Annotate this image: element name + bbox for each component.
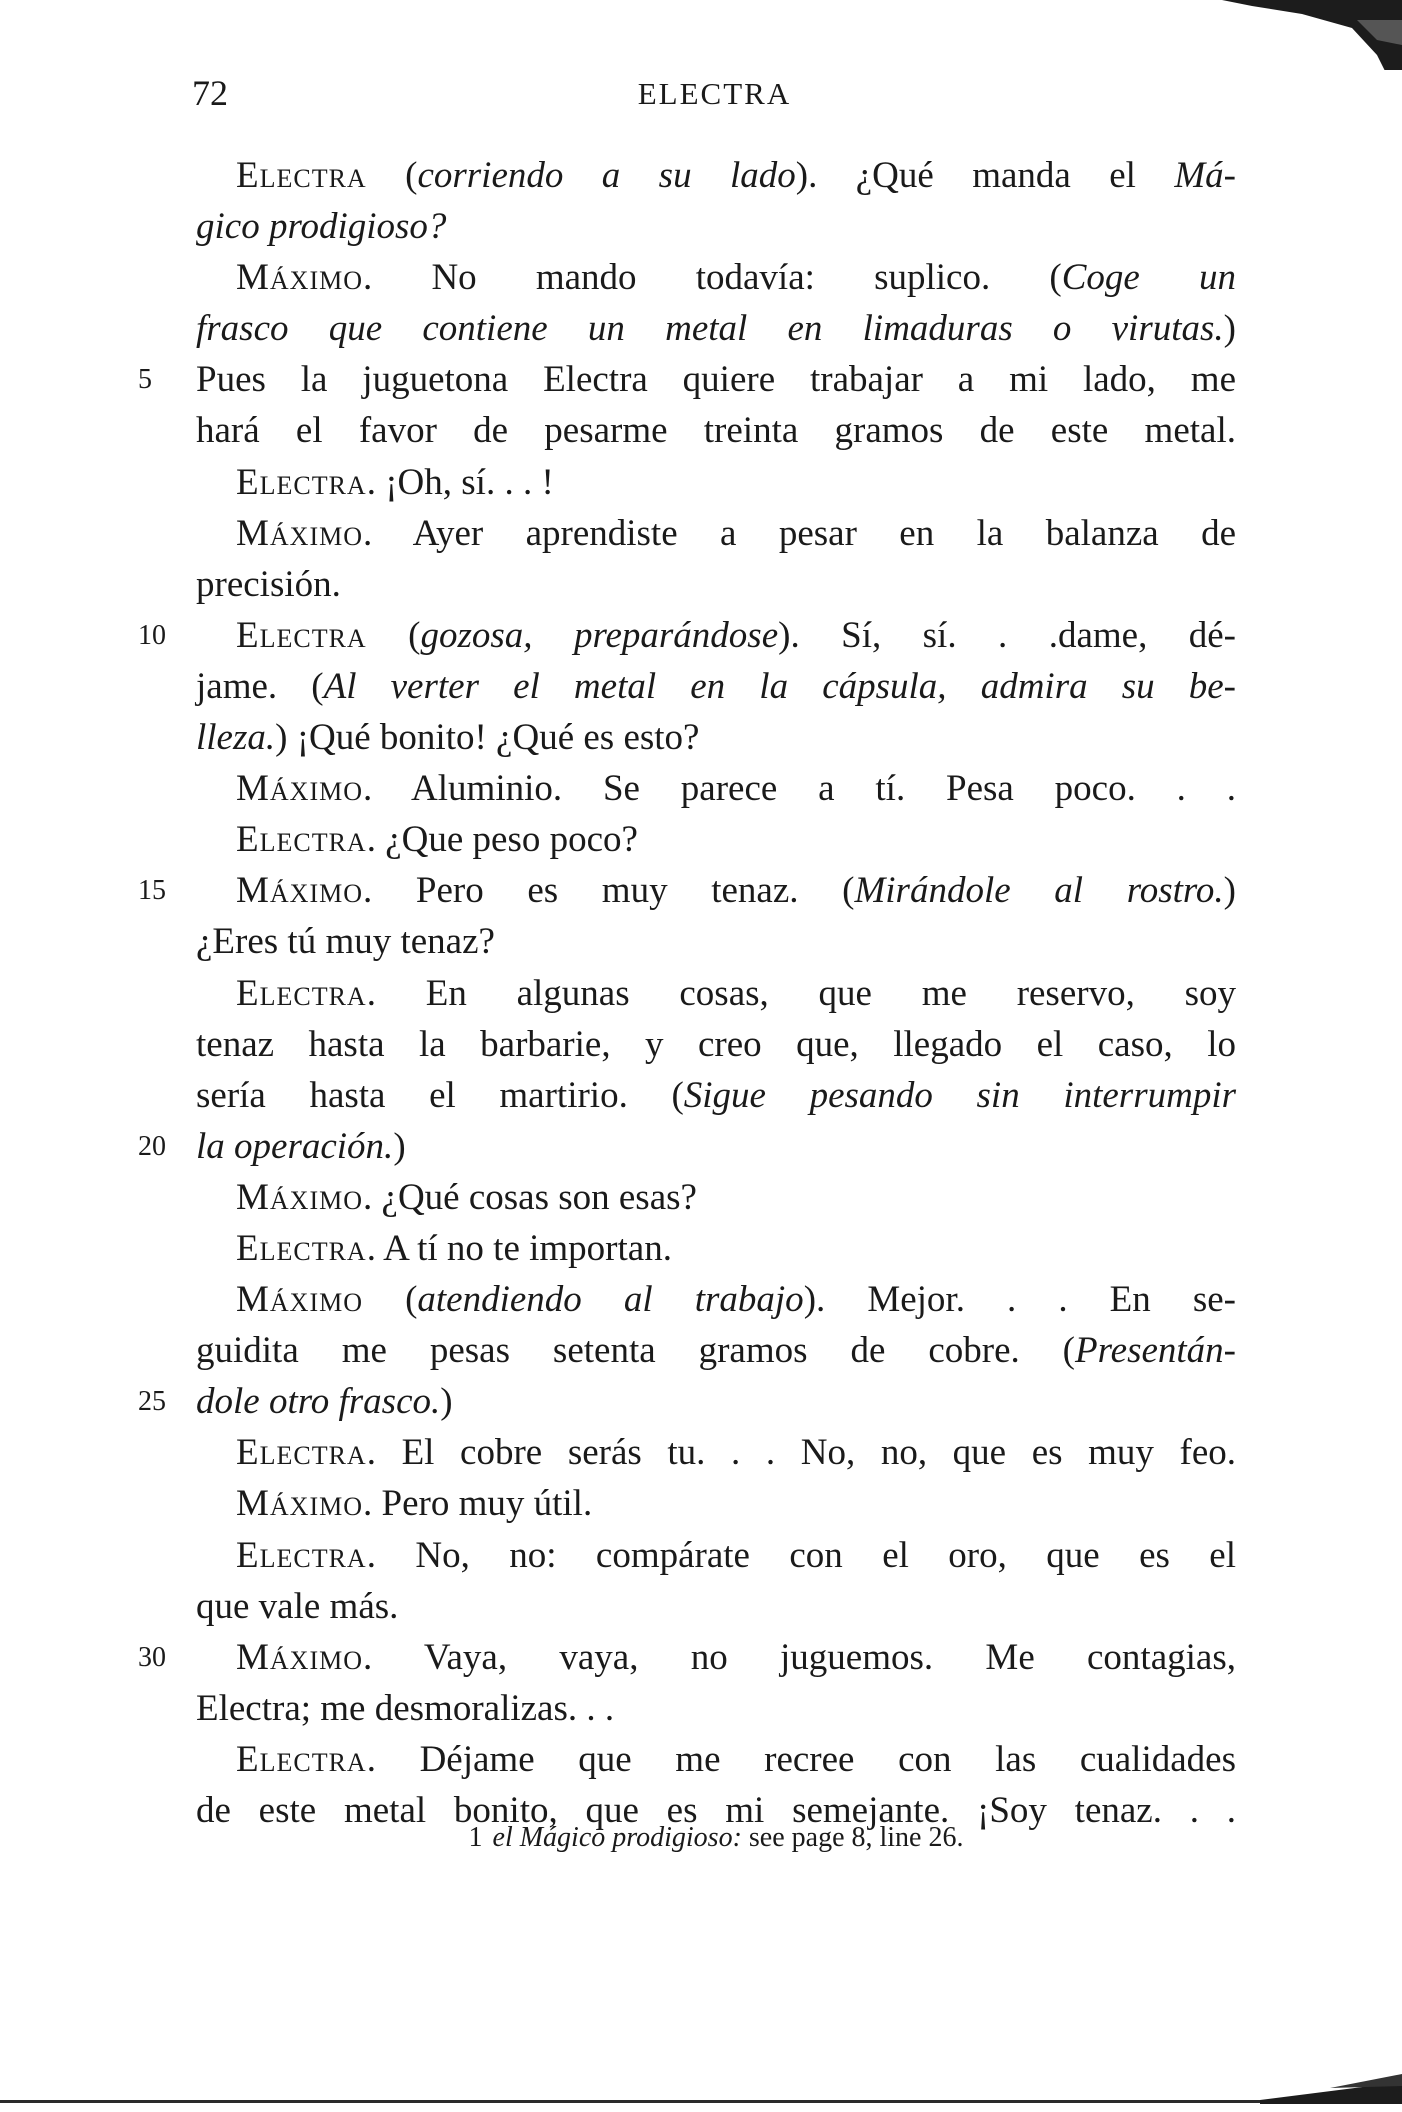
text-line [196, 457, 1236, 508]
text-line [196, 1581, 1236, 1632]
line-content [236, 462, 554, 503]
dialogue-text: Pues la juguetona Electra quiere trabajar a mi lado, me [196, 359, 1236, 401]
footnote-number: 1 [468, 1822, 483, 1853]
line-content [196, 1381, 453, 1422]
text-line [196, 1530, 1236, 1581]
stage-direction: corriendo a su lado [417, 155, 796, 196]
text-line [196, 1734, 1236, 1785]
stage-direction: atendiendo al trabajo [417, 1279, 804, 1321]
line-content [196, 1019, 1236, 1070]
stage-direction: Mirándole al rostro. [854, 870, 1224, 912]
stage-direction: gico prodigioso? [196, 206, 447, 248]
text-line [196, 968, 1236, 1019]
speaker-name: Máximo [236, 1176, 364, 1218]
text-line [196, 661, 1236, 712]
text-line [196, 1274, 1236, 1325]
dialogue-text: . El cobre serás tu. . . No, no, que es muy feo. [366, 1432, 1236, 1474]
text-line [138, 610, 1236, 661]
dialogue-text: . ¡Oh, sí. . . ! [366, 461, 554, 503]
text-line [196, 712, 1236, 763]
dialogue-text: . Pero muy útil. [363, 1483, 593, 1525]
line-content [236, 1427, 1236, 1478]
line-content [236, 1177, 697, 1218]
line-content [196, 1070, 1236, 1121]
dialogue-text: . ¿Qué cosas son esas? [363, 1176, 697, 1218]
dialogue-text: . No, no: compárate con el oro, que es el [366, 1534, 1236, 1576]
stage-direction: Coge un [1061, 257, 1236, 299]
text-line [138, 865, 1236, 916]
dialogue-text: . Vaya, vaya, no juguemos. Me contagias, [363, 1636, 1236, 1678]
line-content [196, 1688, 614, 1729]
text-line [196, 916, 1236, 967]
text-line [196, 1019, 1236, 1070]
stage-direction: frasco que contiene un metal en limaduras o virutas. [196, 308, 1224, 350]
line-content [196, 1325, 1236, 1376]
line-content [236, 1228, 672, 1269]
running-title: ELECTRA [637, 76, 792, 111]
line-content [236, 1530, 1236, 1581]
speaker-name: Máximo [236, 1636, 364, 1678]
dialogue-text: de este metal bonito, que es mi semejante. ¡Soy tenaz. . . [196, 1790, 1236, 1831]
line-content [196, 1586, 398, 1627]
dialogue-text: . Ayer aprendiste a pesar en la balanza de [363, 512, 1236, 554]
dialogue-text: . En algunas cosas, que me reservo, soy [366, 972, 1236, 1014]
line-content [196, 303, 1236, 354]
text-line [196, 201, 1236, 252]
dialogue-text: ¿Eres tú muy tenaz? [196, 921, 495, 963]
line-content [196, 921, 495, 962]
dialogue-text: precisión. [196, 563, 341, 605]
text-line [196, 405, 1236, 456]
text-line [196, 1070, 1236, 1121]
dialogue-text: . A tí no te importan. [366, 1227, 672, 1269]
speaker-name: Electra [236, 461, 367, 503]
line-content [236, 1483, 592, 1524]
line-number: 10 [138, 619, 166, 651]
line-content [196, 661, 1236, 712]
dialogue-text: ) [440, 1381, 453, 1423]
text-line [138, 1376, 1236, 1427]
speaker-name: Electra [236, 614, 367, 656]
text-line [196, 1683, 1236, 1734]
dialogue-text: hará el favor de pesarme treinta gramos de este metal. [196, 410, 1236, 452]
line-content [236, 150, 1236, 201]
line-content [236, 610, 1236, 661]
dialogue-text: que vale más. [196, 1585, 399, 1627]
text-line [138, 1632, 1236, 1683]
line-number: 20 [138, 1130, 166, 1162]
speaker-name: Máximo [236, 1279, 364, 1321]
line-number: 25 [138, 1386, 166, 1418]
dialogue-text: . Aluminio. Se parece a tí. Pesa poco. . . [363, 768, 1236, 810]
line-content [236, 865, 1236, 916]
line-content [236, 508, 1236, 559]
speaker-name: Máximo [236, 768, 364, 810]
speaker-name: Máximo [236, 1483, 364, 1525]
dialogue-text: guidita me pesas setenta gramos de cobre. ( [196, 1330, 1076, 1372]
dialogue-text: ). Mejor. . . En se- [803, 1279, 1236, 1321]
text-line [196, 1172, 1236, 1223]
speaker-name: Electra [236, 1534, 367, 1576]
page-number: 72 [192, 73, 228, 113]
line-content [196, 405, 1236, 456]
scan-edge-shadow-top [1162, 0, 1402, 70]
line-content [236, 1734, 1236, 1785]
body-text [138, 150, 1236, 1836]
stage-direction: lleza. [196, 717, 276, 759]
dialogue-text: ) [1223, 870, 1236, 912]
stage-direction: Sigue pesando sin interrumpir [683, 1074, 1236, 1116]
text-line [196, 508, 1236, 559]
dialogue-text: . No mando todavía: suplico. ( [363, 257, 1062, 299]
text-line [196, 1223, 1236, 1274]
dialogue-text: ) [393, 1125, 406, 1167]
dialogue-text: . ¿Que peso poco? [366, 819, 638, 861]
dialogue-text: ) ¡Qué bonito! ¿Qué es esto? [275, 717, 700, 759]
footnote-text: see page 8, line 26. [748, 1822, 964, 1853]
line-content [196, 206, 446, 247]
dialogue-text: Electra; me desmoralizas. . . [196, 1687, 615, 1729]
speaker-name: Electra [236, 1432, 367, 1474]
footnote-reference: el Mágico prodigioso: [492, 1822, 742, 1853]
dialogue-text: ( [363, 1279, 418, 1321]
dialogue-text: ( [366, 614, 421, 656]
line-content [196, 354, 1236, 405]
stage-direction: Má- [1174, 155, 1236, 196]
speaker-name: Electra [236, 972, 367, 1014]
line-content [196, 717, 699, 758]
line-content [236, 968, 1236, 1019]
line-number: 5 [138, 364, 152, 396]
text-line [196, 150, 1236, 201]
footnote [196, 1822, 1236, 1854]
text-line [196, 252, 1236, 303]
dialogue-text: jame. ( [196, 665, 324, 707]
dialogue-text: . Déjame que me recree con las cualidades [366, 1738, 1236, 1780]
text-line [196, 814, 1236, 865]
line-content [236, 252, 1236, 303]
speaker-name: Electra [236, 819, 367, 861]
stage-direction: Presentán- [1075, 1330, 1236, 1372]
line-content [236, 1274, 1236, 1325]
stage-direction: gozosa, preparándose [420, 614, 779, 656]
line-content [236, 1632, 1236, 1683]
speaker-name: Electra [236, 155, 367, 196]
dialogue-text: ( [366, 155, 418, 196]
line-content [196, 564, 341, 605]
stage-direction: la operación. [196, 1125, 394, 1167]
speaker-name: Máximo [236, 257, 364, 299]
text-line [138, 354, 1236, 405]
line-content [196, 1126, 406, 1167]
text-line [196, 763, 1236, 814]
speaker-name: Electra [236, 1738, 367, 1780]
text-line [196, 1325, 1236, 1376]
speaker-name: Electra [236, 1227, 367, 1269]
line-content [236, 819, 638, 860]
line-number: 15 [138, 875, 166, 907]
stage-direction: Al verter el metal en la cápsula, admira su be- [323, 665, 1236, 707]
speaker-name: Máximo [236, 512, 364, 554]
scan-edge-shadow-bottom [0, 2052, 1402, 2112]
dialogue-text: sería hasta el martirio. ( [196, 1074, 684, 1116]
stage-direction: dole otro frasco. [196, 1381, 441, 1423]
dialogue-text: tenaz hasta la barbarie, y creo que, llegado el caso, lo [196, 1023, 1236, 1065]
line-number: 30 [138, 1641, 166, 1673]
dialogue-text: ). Sí, sí. . .dame, dé- [778, 614, 1236, 656]
text-line [196, 1427, 1236, 1478]
text-line [196, 559, 1236, 610]
text-line [196, 1478, 1236, 1529]
text-line [196, 303, 1236, 354]
dialogue-text: ) [1223, 308, 1236, 350]
text-line [138, 1121, 1236, 1172]
running-header [192, 72, 1237, 122]
dialogue-text: . Pero es muy tenaz. ( [363, 870, 855, 912]
speaker-name: Máximo [236, 870, 364, 912]
line-content [236, 763, 1236, 814]
dialogue-text: ). ¿Qué manda el [795, 155, 1175, 196]
